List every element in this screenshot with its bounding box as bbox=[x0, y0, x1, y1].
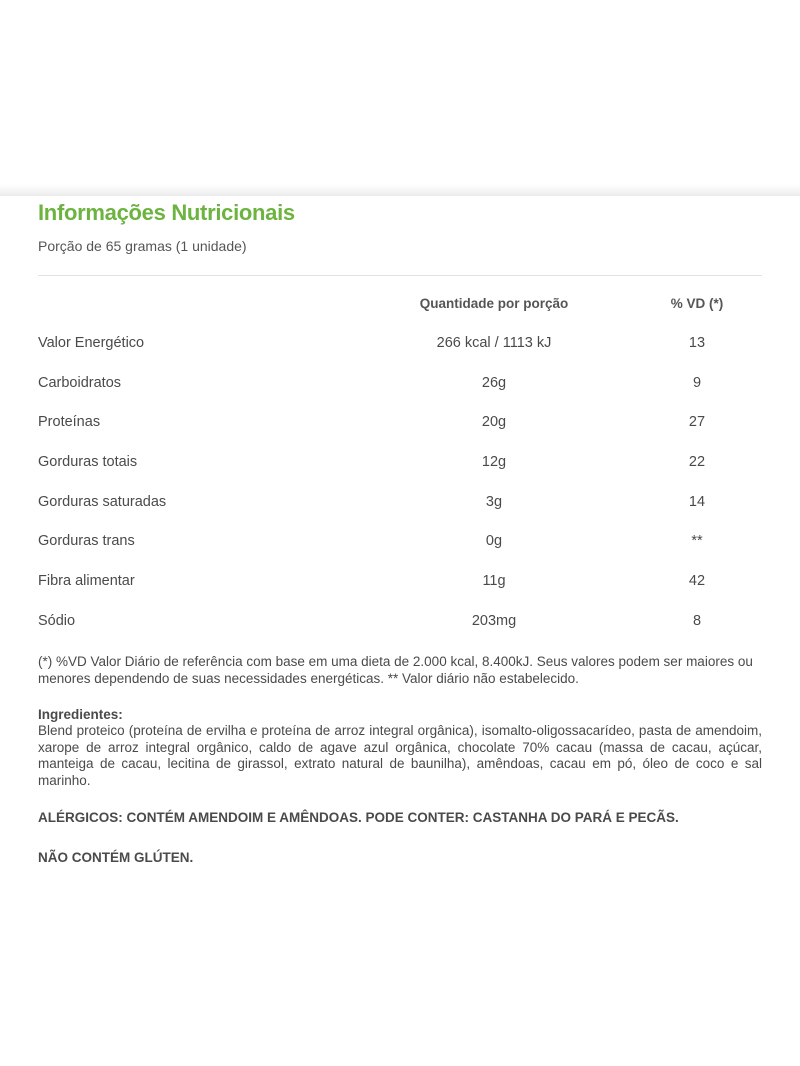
nutrient-name: Carboidratos bbox=[38, 374, 122, 391]
divider bbox=[38, 275, 762, 276]
table-row bbox=[0, 367, 800, 407]
table-row bbox=[0, 446, 800, 486]
nutrient-name: Proteínas bbox=[38, 414, 101, 431]
nutrient-vd: 27 bbox=[688, 414, 706, 431]
nutrient-vd: 8 bbox=[692, 612, 702, 629]
nutrient-quantity: 26g bbox=[481, 374, 507, 391]
table-row bbox=[0, 565, 800, 605]
nutrition-table bbox=[0, 327, 800, 645]
header-vd: % VD (*) bbox=[670, 296, 724, 311]
nutrient-vd: 13 bbox=[688, 335, 706, 351]
ingredients-text: Blend proteico (proteína de ervilha e proteína de arroz integral orgânica), isomalto-oligossacarídeo, pasta de amendoim, xarope de arroz integral orgânico, caldo de agave azul orgânica, chocolate 70% cacau (massa de cacau, açúcar, manteiga de cacau, lecitina de girassol, extrato natural de baunilha), amêndoas, cacau em pó, óleo de coco e sal marinho. bbox=[38, 723, 762, 788]
nutrient-quantity: 0g bbox=[485, 533, 503, 550]
nutrient-vd: ** bbox=[691, 533, 703, 550]
nutrient-name: Gorduras saturadas bbox=[38, 493, 167, 510]
table-row bbox=[0, 406, 800, 446]
gluten-notice: NÃO CONTÉM GLÚTEN. bbox=[38, 850, 194, 865]
ingredients-title: Ingredientes: bbox=[38, 707, 123, 722]
nutrient-name: Fibra alimentar bbox=[38, 573, 135, 590]
table-row bbox=[0, 605, 800, 645]
allergens-notice: ALÉRGICOS: CONTÉM AMENDOIM E AMÊNDOAS. PODE CONTER: CASTANHA DO PARÁ E PECÃS. bbox=[38, 810, 679, 825]
header-quantity: Quantidade por porção bbox=[419, 296, 569, 311]
nutrient-vd: 9 bbox=[692, 374, 702, 391]
portion-size: Porção de 65 gramas (1 unidade) bbox=[38, 238, 247, 254]
table-row bbox=[0, 327, 800, 367]
page-title: Informações Nutricionais bbox=[38, 200, 295, 225]
table-row bbox=[0, 486, 800, 526]
nutrient-vd: 22 bbox=[688, 454, 706, 471]
nutrient-name: Gorduras trans bbox=[38, 533, 135, 550]
nutrient-quantity: 266 kcal / 1113 kJ bbox=[436, 335, 552, 351]
nutrient-quantity: 20g bbox=[481, 414, 507, 431]
vd-footnote: (*) %VD Valor Diário de referência com base em uma dieta de 2.000 kcal, 8.400kJ. Seus valores podem ser maiores ou menores dependendo de suas necessidades energéticas. ** Valor diário não estabelecido. bbox=[38, 654, 753, 686]
nutrient-quantity: 11g bbox=[482, 573, 506, 590]
nutrient-name: Sódio bbox=[38, 612, 76, 629]
nutrient-quantity: 203mg bbox=[471, 612, 517, 629]
nutrient-quantity: 12g bbox=[481, 454, 507, 471]
table-row bbox=[0, 525, 800, 565]
nutrient-name: Valor Energético bbox=[38, 335, 145, 351]
nutrient-quantity: 3g bbox=[485, 493, 503, 510]
nutrient-vd: 42 bbox=[688, 573, 706, 590]
nutrient-name: Gorduras totais bbox=[38, 454, 138, 471]
nutrient-vd: 14 bbox=[688, 493, 706, 510]
